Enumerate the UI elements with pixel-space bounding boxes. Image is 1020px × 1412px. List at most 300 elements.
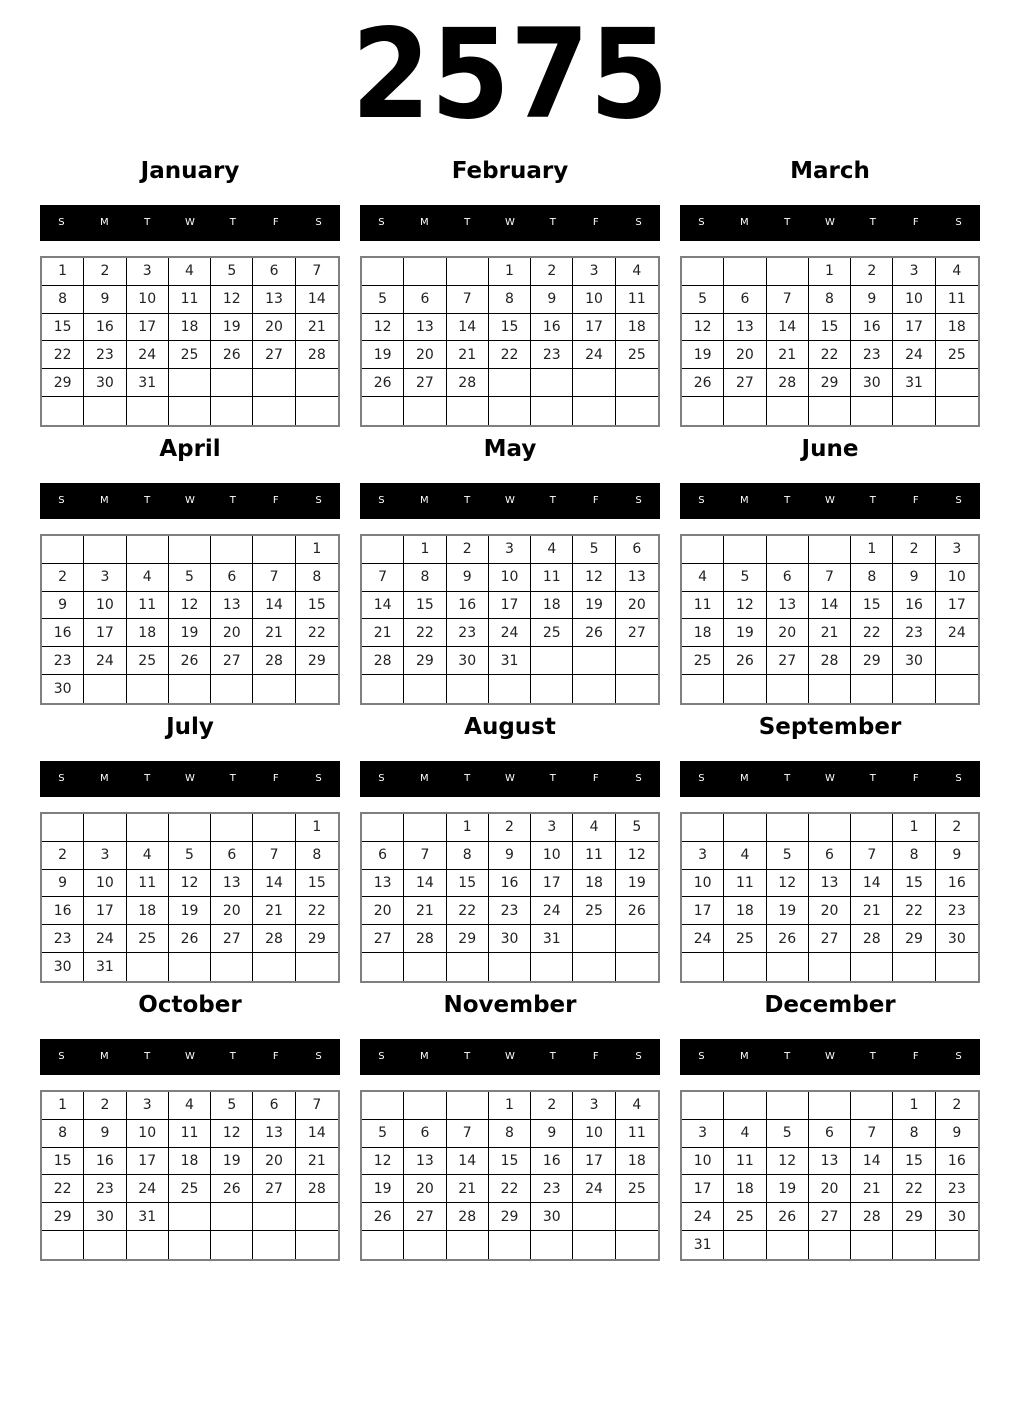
- weekday-label: M: [739, 495, 749, 506]
- weekday-label: S: [378, 495, 385, 506]
- empty-day-cell: [211, 675, 253, 703]
- day-cell: 22: [809, 341, 851, 369]
- day-cell: 21: [253, 897, 295, 925]
- empty-day-cell: [169, 1203, 211, 1231]
- year-title: 2575: [351, 3, 669, 147]
- day-cell: 13: [253, 286, 295, 314]
- weekday-label: S: [315, 495, 322, 506]
- day-cell: 22: [447, 897, 489, 925]
- month-march: [680, 150, 980, 428]
- day-cell: 27: [809, 925, 851, 953]
- day-cell: 23: [936, 897, 978, 925]
- empty-day-cell: [573, 1203, 615, 1231]
- empty-day-cell: [851, 953, 893, 981]
- empty-day-cell: [936, 397, 978, 425]
- month-name: November: [443, 992, 577, 1018]
- day-cell: 8: [42, 1120, 84, 1148]
- day-cell: 12: [211, 286, 253, 314]
- weekday-header-row: [680, 483, 980, 519]
- day-cell: 2: [42, 842, 84, 870]
- empty-day-cell: [211, 369, 253, 397]
- day-cell: 3: [682, 1120, 724, 1148]
- empty-day-cell: [84, 675, 126, 703]
- day-cell: 19: [169, 619, 211, 647]
- day-cell: 2: [893, 536, 935, 564]
- day-cell: 17: [573, 314, 615, 342]
- day-cell: 17: [84, 619, 126, 647]
- month-name: May: [483, 436, 537, 462]
- day-cell: 10: [893, 286, 935, 314]
- day-cell: 8: [42, 286, 84, 314]
- day-cell: 11: [573, 842, 615, 870]
- day-cell: 1: [893, 1092, 935, 1120]
- day-cell: 27: [404, 369, 446, 397]
- month-july: [40, 706, 340, 984]
- day-cell: 13: [404, 1148, 446, 1176]
- weekday-label: T: [869, 773, 876, 784]
- day-cell: 12: [211, 1120, 253, 1148]
- day-cell: 20: [767, 619, 809, 647]
- day-cell: 6: [809, 842, 851, 870]
- day-cell: 18: [531, 592, 573, 620]
- day-cell: 7: [296, 1092, 338, 1120]
- day-cell: 27: [211, 925, 253, 953]
- day-grid: [680, 256, 980, 427]
- day-cell: 19: [362, 341, 404, 369]
- month-name: February: [451, 158, 569, 184]
- day-cell: 5: [169, 842, 211, 870]
- empty-day-cell: [531, 397, 573, 425]
- day-cell: 7: [851, 842, 893, 870]
- empty-day-cell: [127, 953, 169, 981]
- day-cell: 13: [809, 1148, 851, 1176]
- empty-day-cell: [724, 814, 766, 842]
- empty-day-cell: [767, 675, 809, 703]
- weekday-label: S: [378, 217, 385, 228]
- day-cell: 23: [489, 897, 531, 925]
- weekday-label: M: [419, 773, 429, 784]
- day-cell: 27: [809, 1203, 851, 1231]
- weekday-label: M: [99, 1051, 109, 1062]
- day-cell: 26: [211, 341, 253, 369]
- weekday-label: T: [144, 217, 151, 228]
- empty-day-cell: [531, 953, 573, 981]
- empty-day-cell: [851, 814, 893, 842]
- day-cell: 10: [573, 1120, 615, 1148]
- weekday-label: M: [419, 495, 429, 506]
- empty-day-cell: [447, 1092, 489, 1120]
- day-cell: 9: [936, 1120, 978, 1148]
- empty-day-cell: [169, 536, 211, 564]
- weekday-header-row: [40, 483, 340, 519]
- weekday-label: F: [912, 217, 919, 228]
- empty-day-cell: [851, 397, 893, 425]
- empty-day-cell: [573, 1231, 615, 1259]
- day-cell: 3: [127, 258, 169, 286]
- weekday-label: M: [419, 1051, 429, 1062]
- day-cell: 30: [42, 675, 84, 703]
- weekday-label: S: [698, 1051, 705, 1062]
- empty-day-cell: [127, 536, 169, 564]
- day-cell: 7: [447, 286, 489, 314]
- day-cell: 12: [362, 1148, 404, 1176]
- day-cell: 23: [531, 341, 573, 369]
- empty-day-cell: [127, 814, 169, 842]
- weekday-header-row: [680, 205, 980, 241]
- month-name: March: [790, 158, 870, 184]
- weekday-label: F: [592, 217, 599, 228]
- day-cell: 25: [573, 897, 615, 925]
- day-cell: 24: [127, 1175, 169, 1203]
- day-cell: 28: [447, 1203, 489, 1231]
- day-cell: 3: [84, 842, 126, 870]
- day-cell: 5: [211, 258, 253, 286]
- empty-day-cell: [851, 1231, 893, 1259]
- day-cell: 2: [936, 814, 978, 842]
- empty-day-cell: [253, 953, 295, 981]
- day-cell: 25: [531, 619, 573, 647]
- day-cell: 17: [489, 592, 531, 620]
- day-cell: 1: [447, 814, 489, 842]
- day-cell: 4: [724, 1120, 766, 1148]
- day-cell: 16: [42, 897, 84, 925]
- empty-day-cell: [724, 675, 766, 703]
- empty-day-cell: [616, 369, 658, 397]
- day-cell: 20: [211, 897, 253, 925]
- day-cell: 8: [296, 842, 338, 870]
- empty-day-cell: [767, 953, 809, 981]
- day-cell: 2: [84, 1092, 126, 1120]
- day-cell: 4: [127, 564, 169, 592]
- weekday-label: T: [144, 1051, 151, 1062]
- day-cell: 19: [211, 1148, 253, 1176]
- day-cell: 23: [936, 1175, 978, 1203]
- day-cell: 16: [893, 592, 935, 620]
- day-cell: 18: [724, 897, 766, 925]
- day-cell: 13: [211, 870, 253, 898]
- empty-day-cell: [296, 1231, 338, 1259]
- day-cell: 2: [447, 536, 489, 564]
- weekday-label: M: [99, 217, 109, 228]
- empty-day-cell: [211, 814, 253, 842]
- weekday-label: W: [505, 495, 515, 506]
- day-cell: 10: [936, 564, 978, 592]
- day-cell: 22: [851, 619, 893, 647]
- day-cell: 17: [682, 897, 724, 925]
- day-cell: 16: [531, 314, 573, 342]
- day-cell: 22: [404, 619, 446, 647]
- empty-day-cell: [84, 1231, 126, 1259]
- weekday-label: M: [739, 217, 749, 228]
- day-cell: 11: [169, 286, 211, 314]
- day-cell: 11: [127, 592, 169, 620]
- empty-day-cell: [447, 953, 489, 981]
- month-september: [680, 706, 980, 984]
- empty-day-cell: [936, 1231, 978, 1259]
- empty-day-cell: [724, 258, 766, 286]
- day-cell: 4: [573, 814, 615, 842]
- day-cell: 21: [447, 341, 489, 369]
- day-cell: 29: [893, 1203, 935, 1231]
- day-cell: 28: [253, 925, 295, 953]
- day-cell: 9: [42, 870, 84, 898]
- weekday-label: T: [549, 217, 556, 228]
- weekday-header-row: [360, 205, 660, 241]
- day-grid: [680, 812, 980, 983]
- empty-day-cell: [169, 675, 211, 703]
- empty-day-cell: [893, 953, 935, 981]
- weekday-header-row: [360, 761, 660, 797]
- day-cell: 13: [616, 564, 658, 592]
- empty-day-cell: [531, 369, 573, 397]
- day-cell: 6: [211, 564, 253, 592]
- day-cell: 23: [531, 1175, 573, 1203]
- empty-day-cell: [936, 369, 978, 397]
- empty-day-cell: [851, 1092, 893, 1120]
- weekday-label: W: [825, 495, 835, 506]
- day-cell: 14: [296, 1120, 338, 1148]
- day-cell: 8: [851, 564, 893, 592]
- month-name: August: [464, 714, 556, 740]
- day-grid: [680, 1090, 980, 1261]
- empty-day-cell: [169, 369, 211, 397]
- empty-day-cell: [42, 536, 84, 564]
- day-cell: 4: [169, 1092, 211, 1120]
- day-cell: 12: [724, 592, 766, 620]
- day-cell: 28: [253, 647, 295, 675]
- day-cell: 28: [851, 1203, 893, 1231]
- day-cell: 9: [531, 1120, 573, 1148]
- day-cell: 27: [724, 369, 766, 397]
- day-cell: 10: [489, 564, 531, 592]
- weekday-label: S: [955, 217, 962, 228]
- day-cell: 26: [724, 647, 766, 675]
- empty-day-cell: [447, 675, 489, 703]
- day-cell: 5: [362, 1120, 404, 1148]
- day-cell: 22: [296, 897, 338, 925]
- day-cell: 28: [296, 1175, 338, 1203]
- empty-day-cell: [893, 1231, 935, 1259]
- day-cell: 10: [127, 286, 169, 314]
- day-cell: 1: [809, 258, 851, 286]
- day-cell: 27: [404, 1203, 446, 1231]
- day-cell: 30: [84, 1203, 126, 1231]
- empty-day-cell: [616, 1231, 658, 1259]
- empty-day-cell: [211, 397, 253, 425]
- day-cell: 15: [42, 1148, 84, 1176]
- day-cell: 8: [893, 842, 935, 870]
- day-cell: 4: [616, 1092, 658, 1120]
- empty-day-cell: [767, 1231, 809, 1259]
- day-cell: 12: [362, 314, 404, 342]
- day-grid: [680, 534, 980, 705]
- month-name: April: [159, 436, 221, 462]
- day-cell: 23: [84, 341, 126, 369]
- day-cell: 19: [211, 314, 253, 342]
- empty-day-cell: [531, 675, 573, 703]
- empty-day-cell: [169, 1231, 211, 1259]
- day-cell: 14: [809, 592, 851, 620]
- weekday-label: T: [229, 1051, 236, 1062]
- day-cell: 21: [296, 314, 338, 342]
- empty-day-cell: [296, 675, 338, 703]
- day-cell: 13: [767, 592, 809, 620]
- day-cell: 17: [573, 1148, 615, 1176]
- day-cell: 2: [489, 814, 531, 842]
- day-cell: 23: [893, 619, 935, 647]
- empty-day-cell: [253, 1231, 295, 1259]
- day-cell: 22: [489, 341, 531, 369]
- weekday-label: T: [144, 773, 151, 784]
- empty-day-cell: [489, 1231, 531, 1259]
- day-cell: 2: [84, 258, 126, 286]
- weekday-label: T: [784, 773, 791, 784]
- day-cell: 14: [851, 870, 893, 898]
- day-cell: 15: [404, 592, 446, 620]
- day-grid: [360, 256, 660, 427]
- day-cell: 20: [253, 1148, 295, 1176]
- day-cell: 29: [296, 925, 338, 953]
- weekday-label: S: [955, 1051, 962, 1062]
- empty-day-cell: [362, 1092, 404, 1120]
- empty-day-cell: [489, 397, 531, 425]
- day-cell: 20: [253, 314, 295, 342]
- day-cell: 15: [42, 314, 84, 342]
- day-cell: 12: [616, 842, 658, 870]
- weekday-label: T: [549, 495, 556, 506]
- day-cell: 26: [767, 925, 809, 953]
- weekday-label: S: [635, 773, 642, 784]
- day-cell: 31: [682, 1231, 724, 1259]
- day-cell: 30: [936, 925, 978, 953]
- day-grid: [40, 256, 340, 427]
- day-cell: 20: [809, 897, 851, 925]
- empty-day-cell: [809, 1231, 851, 1259]
- day-cell: 25: [169, 341, 211, 369]
- day-cell: 15: [851, 592, 893, 620]
- day-cell: 4: [169, 258, 211, 286]
- empty-day-cell: [724, 536, 766, 564]
- empty-day-cell: [253, 675, 295, 703]
- weekday-label: M: [99, 773, 109, 784]
- day-cell: 5: [211, 1092, 253, 1120]
- day-cell: 26: [616, 897, 658, 925]
- day-cell: 20: [809, 1175, 851, 1203]
- weekday-label: S: [698, 773, 705, 784]
- day-cell: 7: [809, 564, 851, 592]
- day-cell: 5: [362, 286, 404, 314]
- weekday-label: M: [99, 495, 109, 506]
- empty-day-cell: [404, 258, 446, 286]
- day-cell: 12: [767, 1148, 809, 1176]
- empty-day-cell: [573, 953, 615, 981]
- day-cell: 16: [42, 619, 84, 647]
- weekday-label: T: [144, 495, 151, 506]
- day-cell: 25: [936, 341, 978, 369]
- day-cell: 9: [42, 592, 84, 620]
- empty-day-cell: [809, 814, 851, 842]
- day-cell: 16: [851, 314, 893, 342]
- day-cell: 30: [893, 647, 935, 675]
- day-cell: 26: [362, 1203, 404, 1231]
- day-cell: 4: [724, 842, 766, 870]
- day-cell: 1: [489, 258, 531, 286]
- day-cell: 22: [42, 341, 84, 369]
- day-cell: 10: [531, 842, 573, 870]
- day-cell: 6: [211, 842, 253, 870]
- weekday-label: W: [505, 1051, 515, 1062]
- empty-day-cell: [573, 675, 615, 703]
- day-cell: 5: [616, 814, 658, 842]
- day-cell: 25: [724, 925, 766, 953]
- empty-day-cell: [809, 1092, 851, 1120]
- day-cell: 26: [362, 369, 404, 397]
- empty-day-cell: [211, 953, 253, 981]
- day-cell: 21: [447, 1175, 489, 1203]
- day-cell: 18: [936, 314, 978, 342]
- day-cell: 3: [84, 564, 126, 592]
- weekday-label: F: [592, 495, 599, 506]
- day-cell: 30: [84, 369, 126, 397]
- day-cell: 12: [682, 314, 724, 342]
- empty-day-cell: [404, 814, 446, 842]
- day-cell: 11: [127, 870, 169, 898]
- weekday-label: F: [592, 1051, 599, 1062]
- day-cell: 10: [84, 592, 126, 620]
- day-cell: 17: [531, 870, 573, 898]
- day-cell: 8: [893, 1120, 935, 1148]
- month-february: [360, 150, 660, 428]
- day-cell: 21: [809, 619, 851, 647]
- day-cell: 5: [573, 536, 615, 564]
- months-grid: [0, 150, 1020, 1262]
- day-cell: 8: [489, 286, 531, 314]
- day-cell: 17: [893, 314, 935, 342]
- empty-day-cell: [936, 675, 978, 703]
- weekday-label: W: [505, 773, 515, 784]
- day-cell: 2: [42, 564, 84, 592]
- empty-day-cell: [296, 1203, 338, 1231]
- day-cell: 7: [253, 564, 295, 592]
- day-cell: 18: [169, 314, 211, 342]
- empty-day-cell: [573, 925, 615, 953]
- day-cell: 29: [809, 369, 851, 397]
- day-cell: 25: [127, 925, 169, 953]
- day-cell: 29: [893, 925, 935, 953]
- empty-day-cell: [573, 369, 615, 397]
- month-april: [40, 428, 340, 706]
- empty-day-cell: [616, 675, 658, 703]
- empty-day-cell: [851, 675, 893, 703]
- day-grid: [360, 812, 660, 983]
- empty-day-cell: [531, 647, 573, 675]
- day-cell: 4: [936, 258, 978, 286]
- day-cell: 4: [682, 564, 724, 592]
- day-cell: 6: [767, 564, 809, 592]
- empty-day-cell: [362, 1231, 404, 1259]
- weekday-label: T: [229, 495, 236, 506]
- day-cell: 21: [851, 1175, 893, 1203]
- day-cell: 16: [489, 870, 531, 898]
- day-cell: 18: [127, 619, 169, 647]
- day-cell: 18: [127, 897, 169, 925]
- day-cell: 15: [489, 1148, 531, 1176]
- day-cell: 15: [296, 592, 338, 620]
- empty-day-cell: [531, 1231, 573, 1259]
- weekday-label: F: [912, 773, 919, 784]
- day-cell: 6: [616, 536, 658, 564]
- day-cell: 12: [169, 592, 211, 620]
